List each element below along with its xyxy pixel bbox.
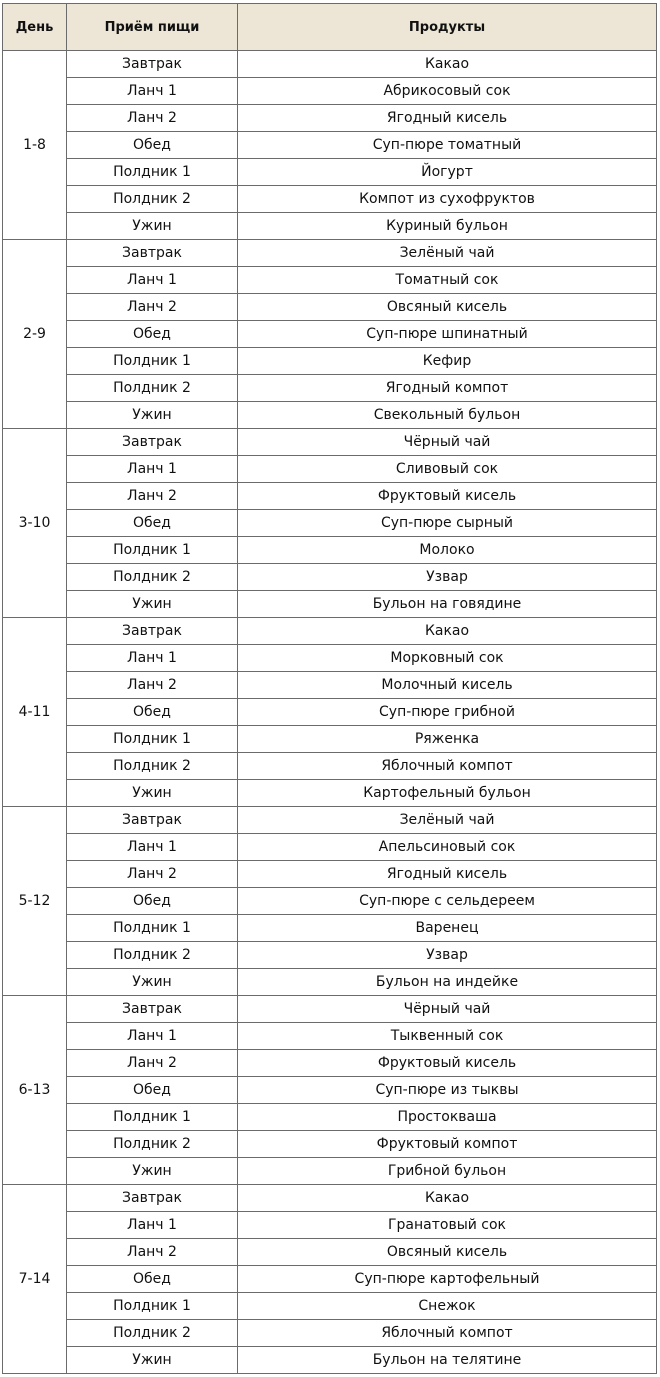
meal-cell: Обед xyxy=(67,1077,238,1104)
meal-cell: Ланч 2 xyxy=(67,105,238,132)
day-cell: 7-14 xyxy=(3,1185,67,1374)
day-cell: 1-8 xyxy=(3,51,67,240)
product-cell: Зелёный чай xyxy=(238,240,657,267)
meal-cell: Полдник 1 xyxy=(67,348,238,375)
product-cell: Ряженка xyxy=(238,726,657,753)
table-row xyxy=(3,1239,657,1266)
table-row xyxy=(3,294,657,321)
table-row xyxy=(3,1077,657,1104)
meal-cell: Ужин xyxy=(67,969,238,996)
table-row xyxy=(3,456,657,483)
meal-cell: Полдник 2 xyxy=(67,375,238,402)
product-cell: Ягодный компот xyxy=(238,375,657,402)
product-cell: Сливовый сок xyxy=(238,456,657,483)
table-row xyxy=(3,1212,657,1239)
product-cell: Тыквенный сок xyxy=(238,1023,657,1050)
day-cell: 2-9 xyxy=(3,240,67,429)
meal-cell: Ужин xyxy=(67,780,238,807)
meal-cell: Обед xyxy=(67,1266,238,1293)
product-cell: Зелёный чай xyxy=(238,807,657,834)
meal-cell: Завтрак xyxy=(67,618,238,645)
meal-cell: Полдник 2 xyxy=(67,1131,238,1158)
meal-cell: Полдник 1 xyxy=(67,159,238,186)
product-cell: Какао xyxy=(238,618,657,645)
meal-cell: Обед xyxy=(67,510,238,537)
table-row xyxy=(3,645,657,672)
table-row xyxy=(3,672,657,699)
meal-cell: Завтрак xyxy=(67,1185,238,1212)
table-row xyxy=(3,51,657,78)
meal-cell: Ланч 2 xyxy=(67,1050,238,1077)
table-row xyxy=(3,1023,657,1050)
table-row xyxy=(3,942,657,969)
table-row xyxy=(3,429,657,456)
meal-cell: Ланч 1 xyxy=(67,834,238,861)
meal-cell: Полдник 2 xyxy=(67,1320,238,1347)
product-cell: Суп-пюре картофельный xyxy=(238,1266,657,1293)
meal-cell: Ужин xyxy=(67,1347,238,1374)
table-row xyxy=(3,213,657,240)
table-row xyxy=(3,321,657,348)
table-row xyxy=(3,1158,657,1185)
table-row xyxy=(3,888,657,915)
table-row xyxy=(3,132,657,159)
meal-cell: Полдник 1 xyxy=(67,1104,238,1131)
product-cell: Бульон на говядине xyxy=(238,591,657,618)
meal-cell: Ланч 2 xyxy=(67,861,238,888)
product-cell: Компот из сухофруктов xyxy=(238,186,657,213)
meal-cell: Полдник 2 xyxy=(67,186,238,213)
product-cell: Фруктовый кисель xyxy=(238,483,657,510)
meal-cell: Полдник 1 xyxy=(67,726,238,753)
table-row xyxy=(3,1347,657,1374)
product-cell: Йогурт xyxy=(238,159,657,186)
meal-cell: Завтрак xyxy=(67,429,238,456)
meal-cell: Ланч 2 xyxy=(67,294,238,321)
meal-cell: Ланч 1 xyxy=(67,456,238,483)
product-cell: Кефир xyxy=(238,348,657,375)
meal-cell: Полдник 2 xyxy=(67,753,238,780)
meal-cell: Завтрак xyxy=(67,51,238,78)
product-cell: Молочный кисель xyxy=(238,672,657,699)
product-cell: Яблочный компот xyxy=(238,1320,657,1347)
day-cell: 3-10 xyxy=(3,429,67,618)
product-cell: Яблочный компот xyxy=(238,753,657,780)
meal-cell: Завтрак xyxy=(67,807,238,834)
table-row xyxy=(3,78,657,105)
product-cell: Ягодный кисель xyxy=(238,861,657,888)
table-row xyxy=(3,591,657,618)
table-row xyxy=(3,510,657,537)
table-row xyxy=(3,186,657,213)
header-meal: Приём пищи xyxy=(67,4,238,51)
product-cell: Какао xyxy=(238,51,657,78)
table-row xyxy=(3,240,657,267)
header-products: Продукты xyxy=(238,4,657,51)
table-row xyxy=(3,726,657,753)
table-row xyxy=(3,1185,657,1212)
meal-cell: Ланч 2 xyxy=(67,483,238,510)
day-cell: 5-12 xyxy=(3,807,67,996)
table-row xyxy=(3,1293,657,1320)
table-row xyxy=(3,996,657,1023)
table-row xyxy=(3,969,657,996)
table-row xyxy=(3,564,657,591)
diet-menu-table xyxy=(2,3,657,1374)
meal-cell: Ланч 1 xyxy=(67,78,238,105)
table-row xyxy=(3,861,657,888)
meal-cell: Полдник 2 xyxy=(67,942,238,969)
product-cell: Овсяный кисель xyxy=(238,1239,657,1266)
table-row xyxy=(3,375,657,402)
table-body xyxy=(3,51,657,1374)
meal-cell: Ужин xyxy=(67,402,238,429)
product-cell: Куриный бульон xyxy=(238,213,657,240)
product-cell: Бульон на индейке xyxy=(238,969,657,996)
product-cell: Суп-пюре из тыквы xyxy=(238,1077,657,1104)
table-row xyxy=(3,807,657,834)
table-row xyxy=(3,699,657,726)
table-row xyxy=(3,1050,657,1077)
product-cell: Томатный сок xyxy=(238,267,657,294)
product-cell: Абрикосовый сок xyxy=(238,78,657,105)
meal-cell: Полдник 1 xyxy=(67,1293,238,1320)
table-header-row xyxy=(3,4,657,51)
meal-cell: Ланч 1 xyxy=(67,1212,238,1239)
meal-cell: Ланч 1 xyxy=(67,1023,238,1050)
meal-cell: Ланч 1 xyxy=(67,645,238,672)
product-cell: Простокваша xyxy=(238,1104,657,1131)
product-cell: Чёрный чай xyxy=(238,429,657,456)
product-cell: Узвар xyxy=(238,942,657,969)
table-row xyxy=(3,1266,657,1293)
table-row xyxy=(3,1131,657,1158)
table-row xyxy=(3,780,657,807)
table-row xyxy=(3,483,657,510)
product-cell: Суп-пюре с сельдереем xyxy=(238,888,657,915)
product-cell: Овсяный кисель xyxy=(238,294,657,321)
product-cell: Молоко xyxy=(238,537,657,564)
table-row xyxy=(3,753,657,780)
header-day: День xyxy=(3,4,67,51)
meal-cell: Ланч 2 xyxy=(67,672,238,699)
table-row xyxy=(3,537,657,564)
table-row xyxy=(3,267,657,294)
product-cell: Снежок xyxy=(238,1293,657,1320)
table-row xyxy=(3,915,657,942)
product-cell: Суп-пюре томатный xyxy=(238,132,657,159)
meal-cell: Полдник 2 xyxy=(67,564,238,591)
meal-cell: Полдник 1 xyxy=(67,537,238,564)
meal-cell: Обед xyxy=(67,321,238,348)
table-row xyxy=(3,105,657,132)
table-row xyxy=(3,402,657,429)
product-cell: Варенец xyxy=(238,915,657,942)
product-cell: Фруктовый компот xyxy=(238,1131,657,1158)
product-cell: Картофельный бульон xyxy=(238,780,657,807)
meal-cell: Обед xyxy=(67,888,238,915)
product-cell: Гранатовый сок xyxy=(238,1212,657,1239)
table-row xyxy=(3,159,657,186)
meal-cell: Ланч 2 xyxy=(67,1239,238,1266)
table-row xyxy=(3,348,657,375)
product-cell: Апельсиновый сок xyxy=(238,834,657,861)
table-row xyxy=(3,1104,657,1131)
meal-cell: Завтрак xyxy=(67,240,238,267)
product-cell: Суп-пюре сырный xyxy=(238,510,657,537)
meal-cell: Ужин xyxy=(67,591,238,618)
product-cell: Бульон на телятине xyxy=(238,1347,657,1374)
meal-cell: Полдник 1 xyxy=(67,915,238,942)
table-row xyxy=(3,1320,657,1347)
day-cell: 4-11 xyxy=(3,618,67,807)
table-row xyxy=(3,834,657,861)
meal-cell: Обед xyxy=(67,699,238,726)
product-cell: Ягодный кисель xyxy=(238,105,657,132)
meal-cell: Ужин xyxy=(67,213,238,240)
product-cell: Фруктовый кисель xyxy=(238,1050,657,1077)
product-cell: Чёрный чай xyxy=(238,996,657,1023)
product-cell: Грибной бульон xyxy=(238,1158,657,1185)
meal-cell: Ланч 1 xyxy=(67,267,238,294)
meal-cell: Завтрак xyxy=(67,996,238,1023)
product-cell: Какао xyxy=(238,1185,657,1212)
product-cell: Свекольный бульон xyxy=(238,402,657,429)
meal-cell: Обед xyxy=(67,132,238,159)
product-cell: Узвар xyxy=(238,564,657,591)
meal-cell: Ужин xyxy=(67,1158,238,1185)
day-cell: 6-13 xyxy=(3,996,67,1185)
table-row xyxy=(3,618,657,645)
product-cell: Суп-пюре грибной xyxy=(238,699,657,726)
product-cell: Морковный сок xyxy=(238,645,657,672)
product-cell: Суп-пюре шпинатный xyxy=(238,321,657,348)
